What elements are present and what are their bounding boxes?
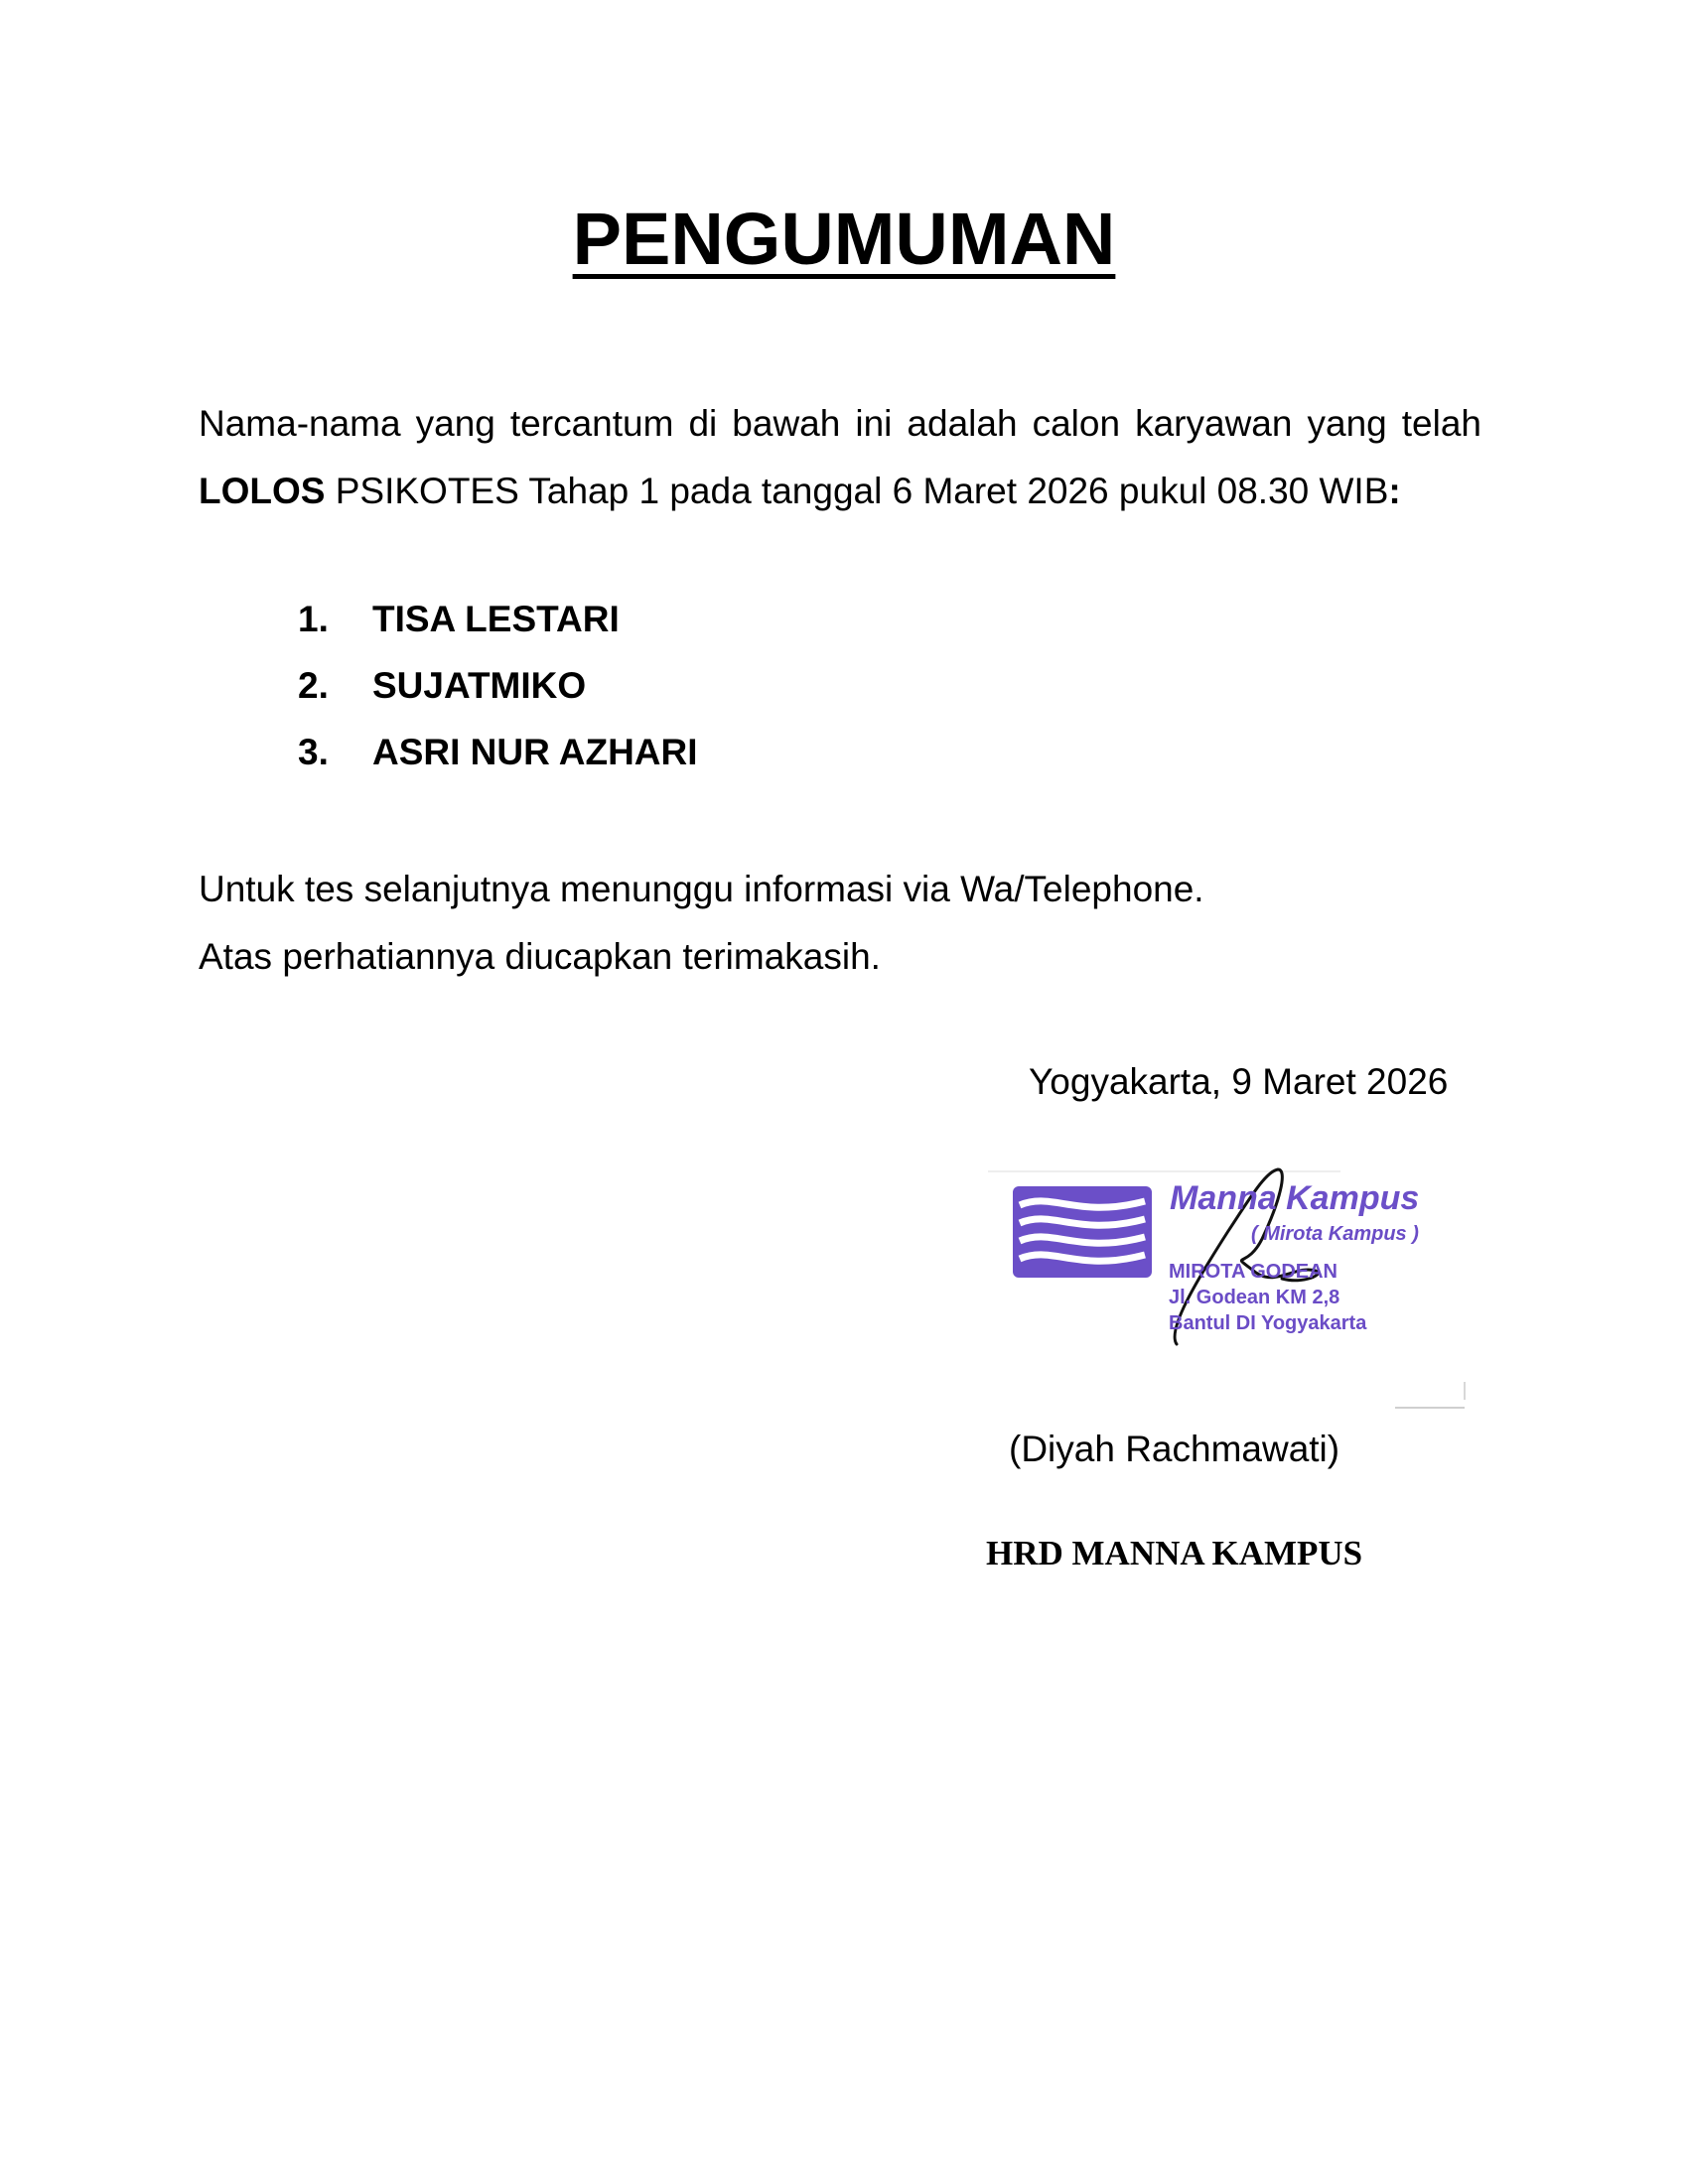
stamp-subtitle: ( Mirota Kampus ) xyxy=(1251,1223,1419,1245)
candidate-name: TISA LESTARI xyxy=(372,599,620,639)
list-number: 2. xyxy=(298,665,329,706)
closing-line-2: Atas perhatiannya diucapkan terimakasih. xyxy=(199,936,881,977)
stamp-city: Bantul DI Yogyakarta xyxy=(1169,1312,1367,1334)
candidate-name: SUJATMIKO xyxy=(372,665,587,706)
intro-text-2: PSIKOTES Tahap 1 pada tanggal 6 Maret 2026 pukul 08.30 WIB xyxy=(325,471,1389,511)
stamp-branch: MIROTA GODEAN xyxy=(1169,1261,1337,1283)
list-item xyxy=(298,719,698,785)
company-stamp xyxy=(968,1161,1475,1420)
intro-paragraph xyxy=(199,390,1481,525)
stamp-brand: Manna Kampus xyxy=(1170,1179,1420,1217)
candidate-name: ASRI NUR AZHARI xyxy=(372,732,698,772)
signer-department: HRD MANNA KAMPUS xyxy=(986,1534,1363,1572)
list-item xyxy=(298,652,698,719)
list-number: 3. xyxy=(298,732,329,772)
closing-paragraph xyxy=(199,856,1204,991)
place-date: Yogyakarta, 9 Maret 2026 xyxy=(1029,1061,1449,1102)
intro-text-1: Nama-nama yang tercantum di bawah ini adalah calon karyawan yang telah xyxy=(199,403,1481,444)
page-title: PENGUMUMAN xyxy=(572,198,1116,280)
list-number: 1. xyxy=(298,599,329,639)
stamp-address: Jl. Godean KM 2,8 xyxy=(1169,1287,1340,1308)
intro-colon: : xyxy=(1388,471,1401,511)
closing-line-1: Untuk tes selanjutnya menunggu informasi via Wa/Telephone. xyxy=(199,869,1204,909)
candidate-list xyxy=(298,586,698,785)
list-item xyxy=(298,586,698,652)
signer-name: (Diyah Rachmawati) xyxy=(1009,1429,1340,1469)
intro-emphasis: LOLOS xyxy=(199,471,326,511)
